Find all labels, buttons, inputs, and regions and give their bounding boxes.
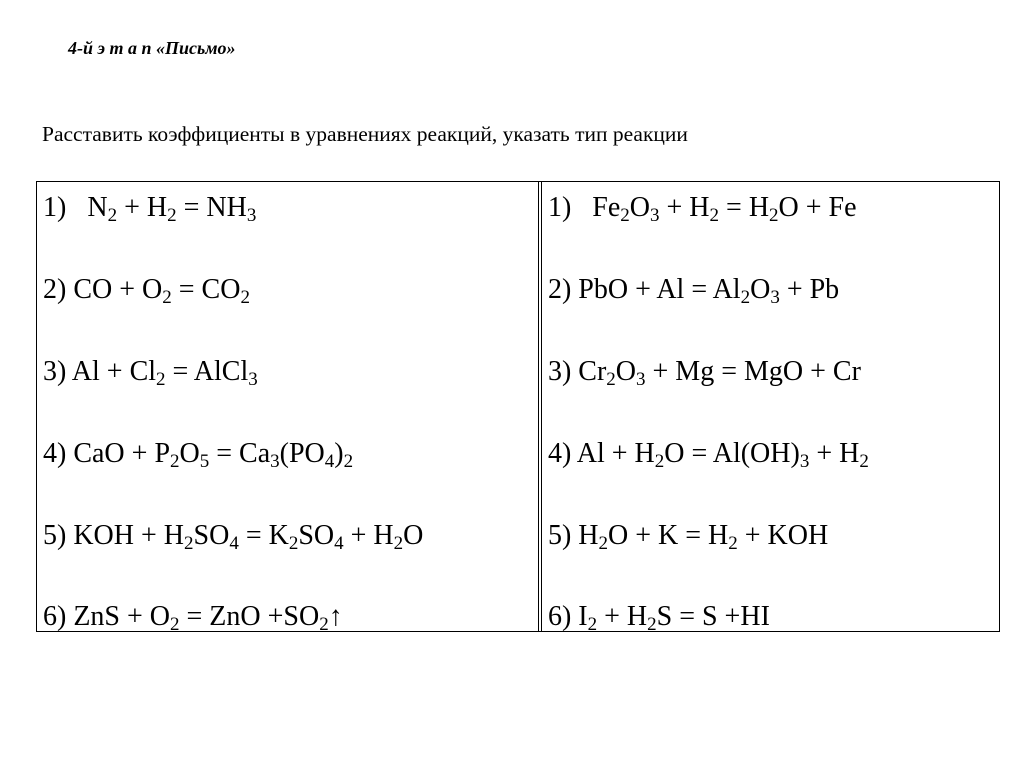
task-instruction: Расставить коэффициенты в уравнениях реакций, указать тип реакции	[42, 122, 688, 146]
equation-number: 4)	[547, 438, 577, 469]
equation-number: 6)	[547, 601, 579, 632]
equation-number: 4)	[43, 438, 74, 469]
equation-formula: ZnS + $O_2$ = ZnO $+SO_2↑$	[73, 601, 343, 635]
right-equation-5	[547, 520, 829, 554]
equation-formula: $Cr_2O_3 + Mg$ = MgO + Cr	[578, 356, 861, 390]
right-equation-1	[547, 192, 857, 226]
equation-formula: $N_2 + H_2 = NH_3$	[87, 192, 257, 226]
left-equation-2	[43, 274, 250, 308]
equation-number: 3)	[43, 356, 72, 387]
equation-formula: CaO + $P_2O_5 = Ca_3(PO_4)_2$	[73, 438, 354, 472]
right-equation-4	[547, 438, 869, 472]
equation-formula: $Al + H_2O = Al(OH)_3 + H_2$	[576, 438, 869, 472]
left-equation-4	[43, 438, 354, 472]
right-column	[541, 182, 999, 635]
equation-formula: PbO + $Al = Al_2O_3 + Pb$	[578, 274, 840, 308]
equations-table	[36, 181, 1000, 635]
equation-formula: CO + $O_2 = CO_2$	[73, 274, 250, 308]
right-equation-2	[547, 274, 840, 308]
equation-formula: $Fe_2O_3 + H_2 = H_2O + Fe$	[592, 192, 857, 226]
equation-number: 3)	[547, 356, 579, 387]
left-equation-3	[43, 356, 258, 390]
equation-formula: KOH + $H_2SO_4 = K_2SO_4 + H_2O$	[73, 520, 424, 554]
equation-number: 5)	[547, 520, 579, 551]
right-equation-6	[547, 601, 770, 635]
equation-formula: $I_2 + H_2S = S +HI$	[578, 601, 770, 635]
equation-number: 1)	[43, 192, 74, 223]
equation-number: 2)	[43, 274, 74, 305]
equation-formula: $Al + Cl_2$ = AlCl$_3$	[71, 356, 258, 390]
equation-number: 2)	[547, 274, 579, 305]
left-equation-1	[43, 192, 257, 226]
equation-number: 6)	[43, 601, 74, 632]
equation-number: 5)	[43, 520, 74, 551]
equation-number: 1)	[547, 192, 579, 223]
equation-formula: $H_2O + K = H_2$ + KOH	[578, 520, 829, 554]
left-equation-6	[43, 601, 343, 635]
stage-heading: 4-й э т а п «Письмо»	[68, 38, 236, 58]
left-equation-5	[43, 520, 424, 554]
left-column	[37, 182, 539, 635]
right-equation-3	[547, 356, 861, 390]
